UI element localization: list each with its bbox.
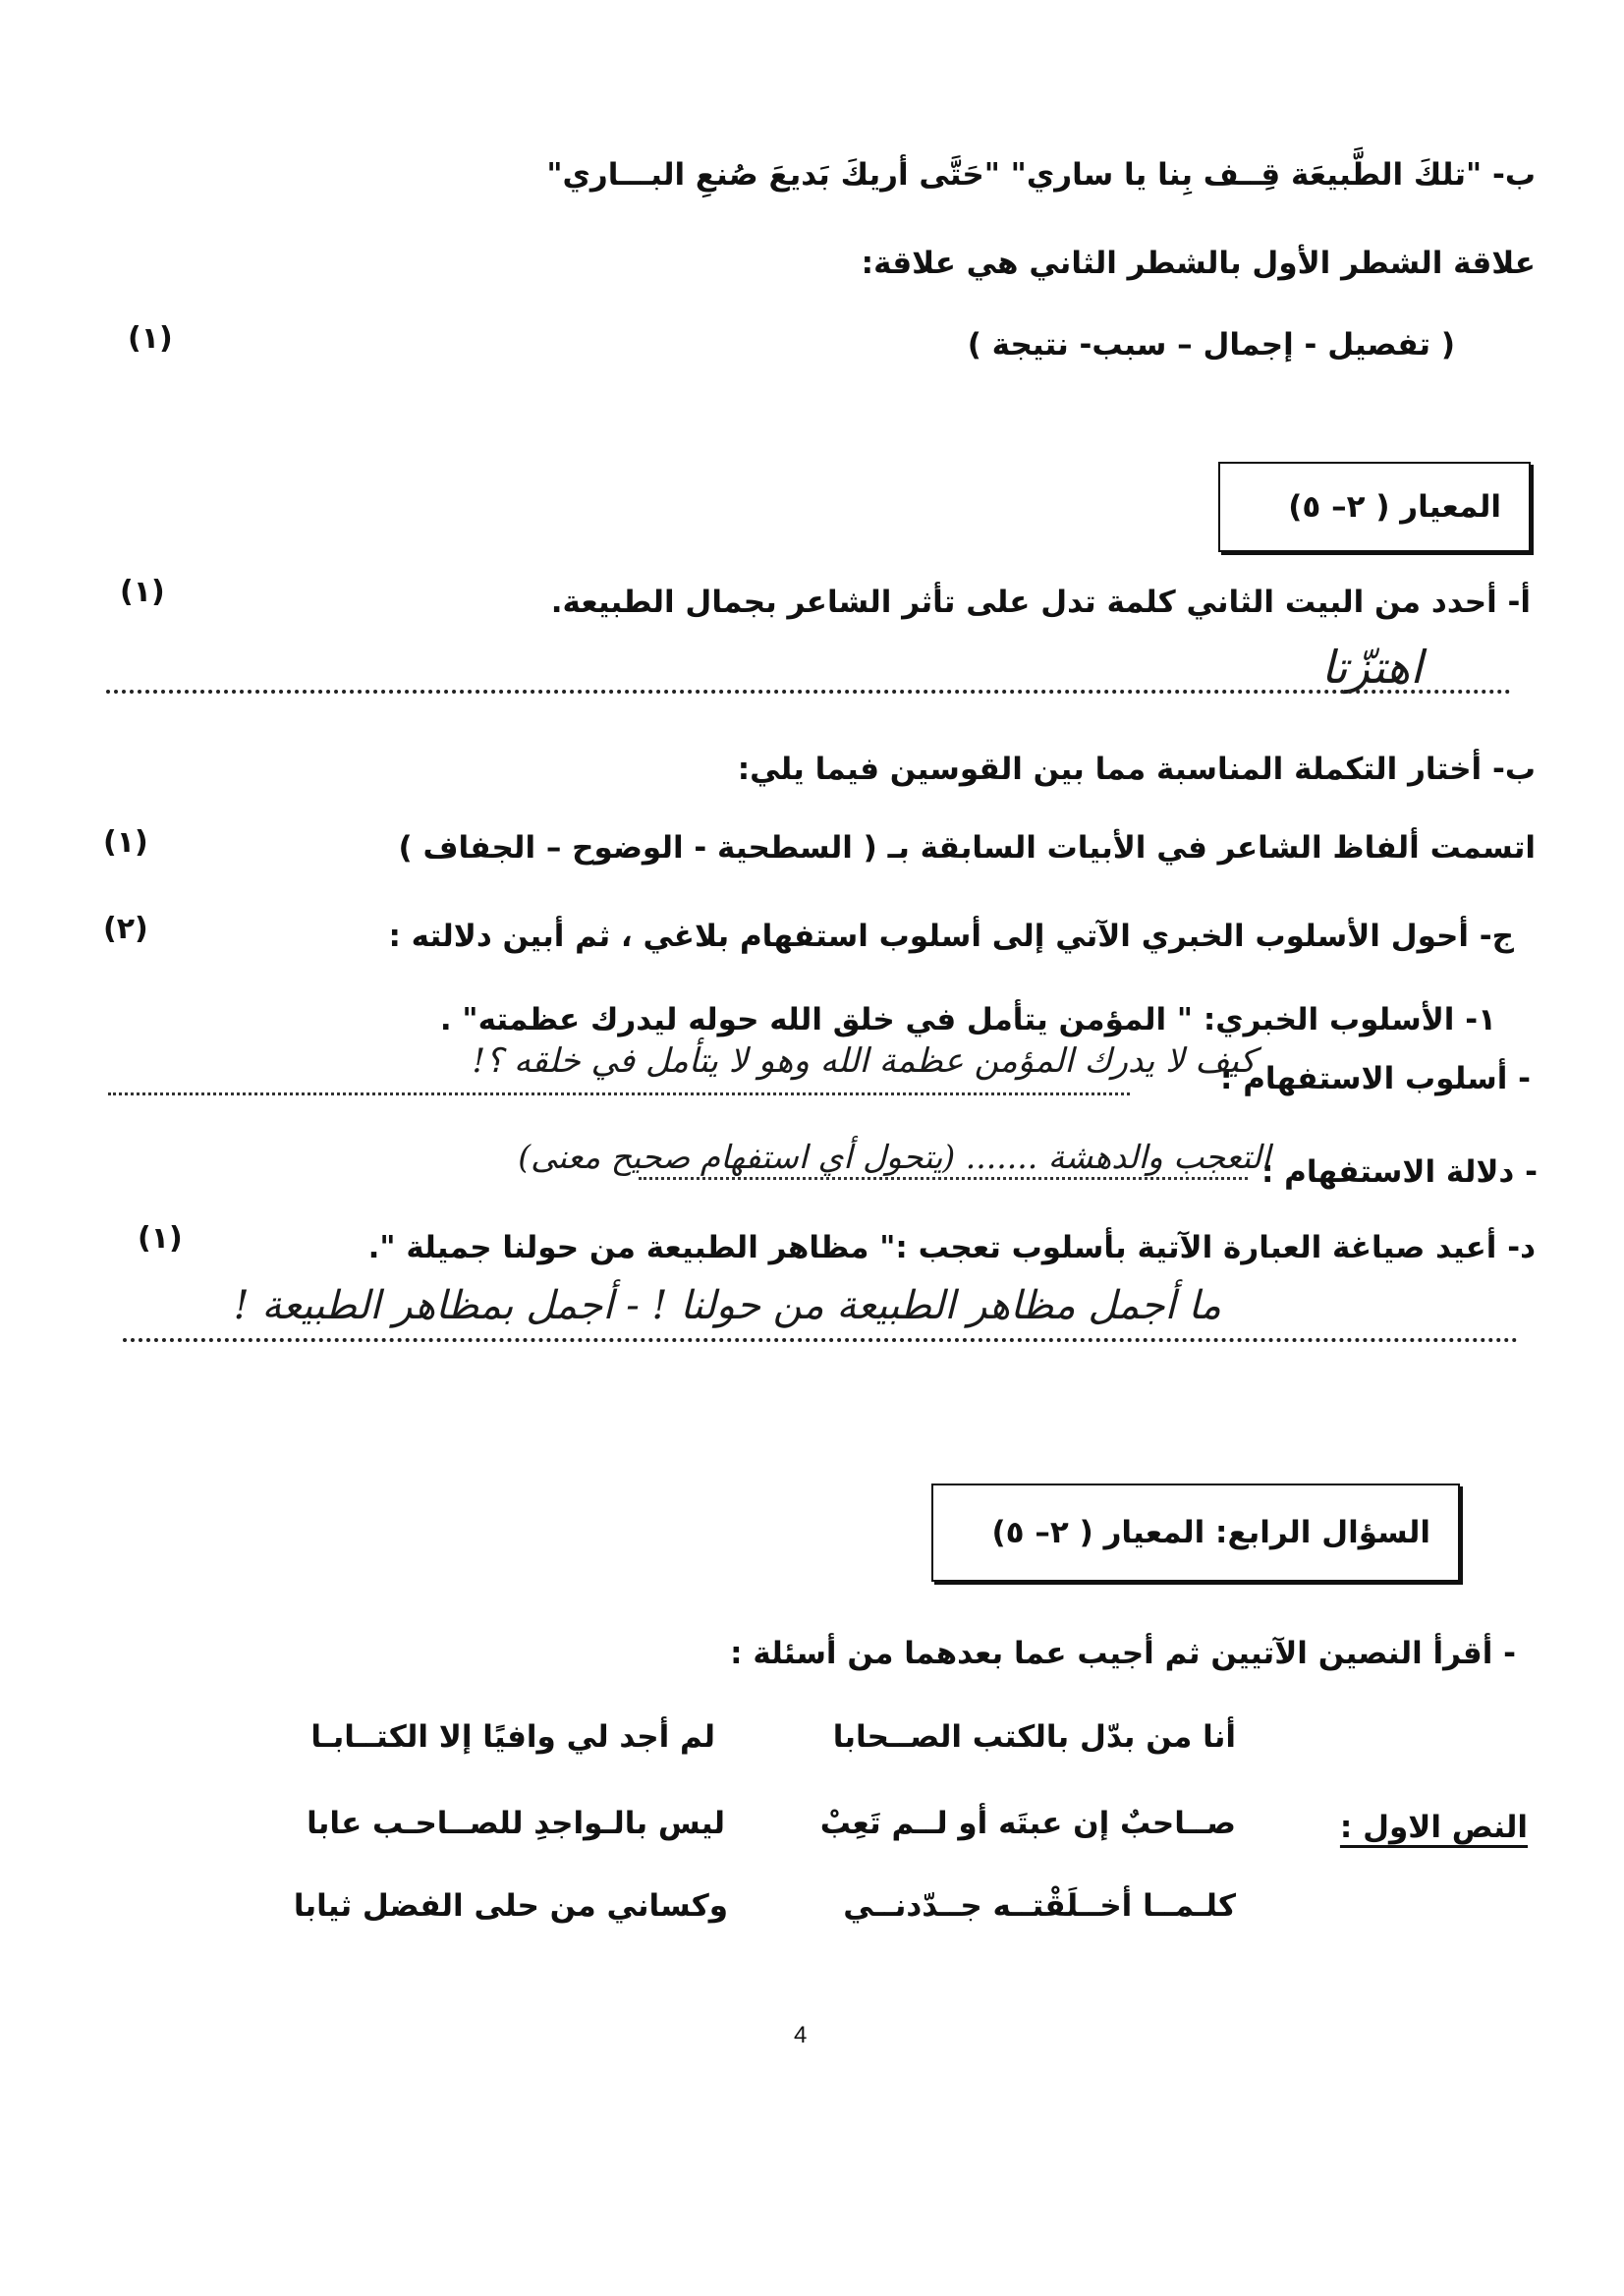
question-b-line: اتسمت ألفاظ الشاعر في الأبيات السابقة بـ ( السطحية - الوضوح – الجفاف ) bbox=[398, 830, 1536, 866]
relation-question: علاقة الشطر الأول بالشطر الثاني هي علاقة: bbox=[861, 246, 1536, 281]
poem-text-label: النص الاول : bbox=[1339, 1810, 1528, 1845]
answer-d-handwriting: ما أجمل مظاهر الطبيعة من حولنا ! - أجمل بمظاهر الطبيعة ! bbox=[233, 1283, 1221, 1328]
relation-options: ( تفصيل - إجمال – سبب- نتيجة ) bbox=[967, 327, 1455, 363]
criterion-label: المعيار ( ٢– ٥) bbox=[1288, 489, 1501, 525]
q4-instruction: - أقرأ النصين الآتيين ثم أجيب عما بعدهما من أسئلة : bbox=[730, 1636, 1516, 1671]
criterion-box bbox=[1218, 462, 1531, 552]
interrogative-answer-line bbox=[108, 1092, 1130, 1095]
question-d: د- أعيد صياغة العبارة الآتية بأسلوب تعجب :" مظاهر الطبيعة من حولنا جميلة ". bbox=[367, 1230, 1536, 1265]
answer-line-a bbox=[106, 690, 1511, 694]
significance-answer-handwriting: التعجب والدهشة ....... (يتحول أي استفهام صحيح معنى) bbox=[518, 1138, 1270, 1176]
mark-question-a: (١) bbox=[120, 575, 165, 609]
question-b: ب- أختار التكملة المناسبة مما بين القوسين فيما يلي: bbox=[737, 752, 1536, 787]
verse-3-right: كلـمــا أخــلَقْتــه جــدّدنــي bbox=[843, 1888, 1236, 1924]
verse-line: ب- "تلكَ الطَّبيعَة قِــف بِنا يا ساري" "حَتَّى أريكَ بَديعَ صُنعِ البـــاري" bbox=[546, 157, 1536, 193]
page-number: 4 bbox=[794, 2022, 808, 2048]
mark-question-b: (١) bbox=[103, 825, 148, 860]
answer-a-handwriting: اهتزّتا bbox=[1320, 641, 1423, 694]
question-a: أ- أحدد من البيت الثاني كلمة تدل على تأثر الشاعر بجمال الطبيعة. bbox=[550, 585, 1531, 620]
verse-1-left: لم أجد لي وافيًا إلا الكتــابـا bbox=[310, 1719, 715, 1755]
mark-relation: (١) bbox=[128, 321, 173, 356]
mark-question-c: (٢) bbox=[103, 912, 148, 946]
statement-c: ١- الأسلوب الخبري: " المؤمن يتأمل في خلق الله حوله ليدرك عظمته" . bbox=[439, 1002, 1496, 1037]
verse-3-left: وكساني من حلى الفضل ثيابا bbox=[293, 1888, 728, 1924]
verse-2-right: صــاحبٌ إن عبتَه أو لــم تَعِبْ bbox=[819, 1806, 1236, 1841]
question-c: ج- أحول الأسلوب الخبري الآتي إلى أسلوب استفهام بلاغي ، ثم أبين دلالته : bbox=[388, 919, 1514, 954]
significance-label: - دلالة الاستفهام : bbox=[1260, 1154, 1538, 1190]
question-four-header bbox=[931, 1484, 1460, 1582]
answer-line-d bbox=[123, 1338, 1518, 1342]
interrogative-answer-handwriting: كيف لا يدرك المؤمن عظمة الله وهو لا يتأمل في خلقه ؟! bbox=[472, 1041, 1256, 1081]
interrogative-label: - أسلوب الاستفهام : bbox=[1220, 1061, 1531, 1096]
question-four-label: السؤال الرابع: المعيار ( ٢– ٥) bbox=[991, 1515, 1430, 1550]
significance-answer-line bbox=[639, 1177, 1248, 1180]
mark-question-d: (١) bbox=[138, 1221, 183, 1256]
verse-1-right: أنا من بدّل بالكتب الصــحابا bbox=[832, 1719, 1236, 1755]
verse-2-left: ليس بالـواجدِ للصــاحـب عابا bbox=[307, 1806, 725, 1841]
